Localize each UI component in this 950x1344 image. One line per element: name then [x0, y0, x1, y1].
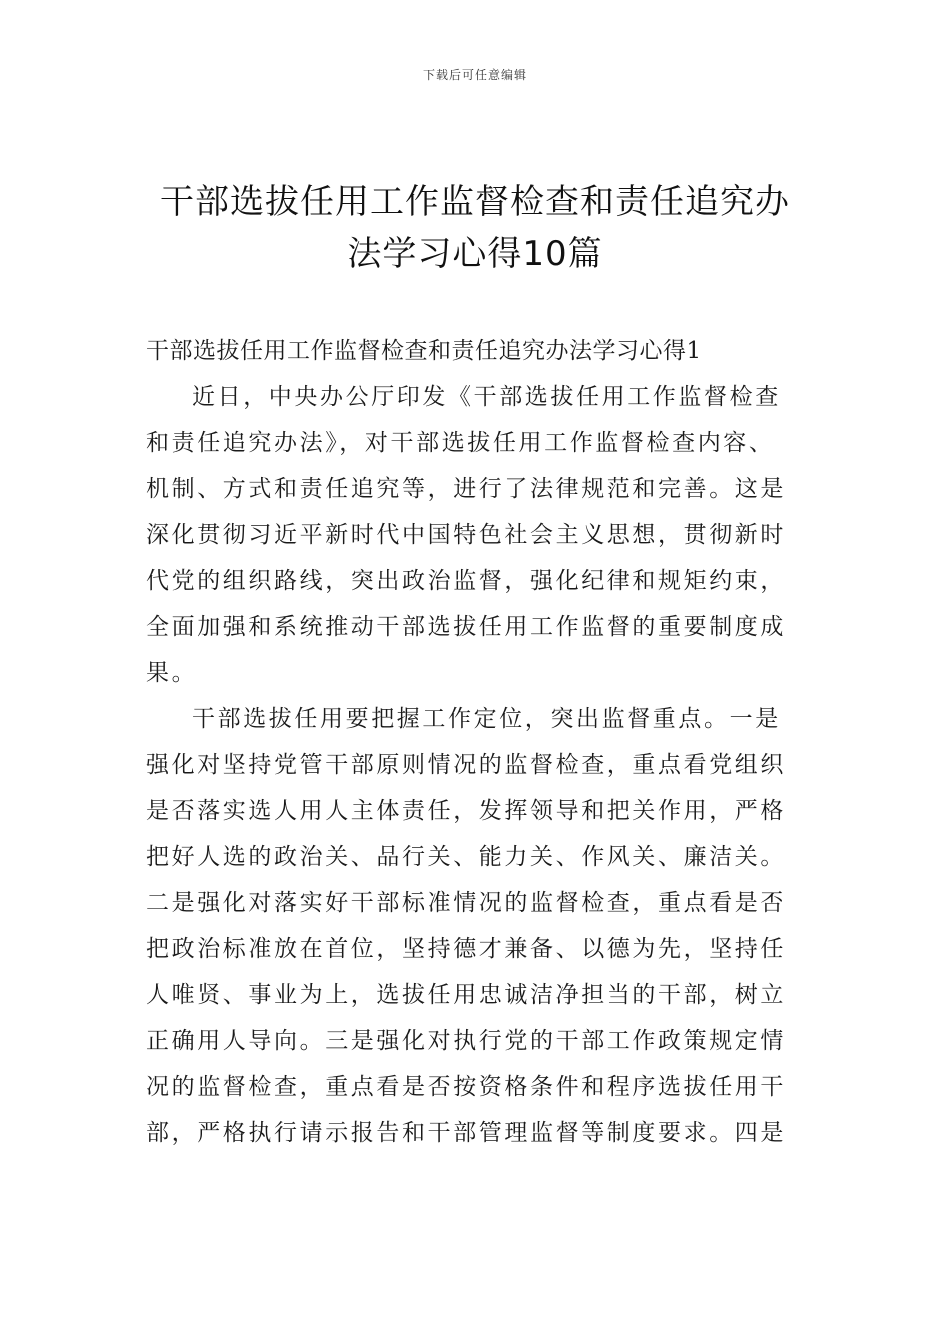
paragraph-line: 近日，中央办公厅印发《干部选拔任用工作监督检查	[192, 384, 781, 410]
paragraph-line: 人唯贤、事业为上，选拔任用忠诚洁净担当的干部，树立	[146, 982, 786, 1008]
paragraph-line: 是否落实选人用人主体责任，发挥领导和把关作用，严格	[146, 798, 786, 824]
paragraph-line: 况的监督检查，重点看是否按资格条件和程序选拔任用干	[146, 1074, 786, 1100]
paragraph-line: 正确用人导向。三是强化对执行党的干部工作政策规定情	[146, 1028, 786, 1054]
header-note: 下载后可任意编辑	[422, 68, 527, 82]
document-title	[110, 176, 840, 280]
section-heading: 干部选拔任用工作监督检查和责任追究办法学习心得1	[146, 338, 702, 364]
paragraph-1	[146, 374, 808, 696]
paragraph-line: 和责任追究办法》，对干部选拔任用工作监督检查内容、	[146, 430, 775, 456]
paragraph-line: 把好人选的政治关、品行关、能力关、作风关、廉洁关。	[146, 844, 786, 870]
paragraph-line: 代党的组织路线，突出政治监督，强化纪律和规矩约束，	[146, 568, 786, 594]
paragraph-line: 把政治标准放在首位，坚持德才兼备、以德为先，坚持任	[146, 936, 786, 962]
title-line-2: 法学习心得10篇	[347, 234, 603, 274]
paragraph-2	[146, 696, 808, 1156]
paragraph-line: 深化贯彻习近平新时代中国特色社会主义思想，贯彻新时	[146, 522, 786, 548]
paragraph-line: 干部选拔任用要把握工作定位，突出监督重点。一是	[192, 706, 781, 732]
paragraph-line: 部，严格执行请示报告和干部管理监督等制度要求。四是	[146, 1120, 786, 1146]
document-body	[146, 328, 808, 1156]
paragraph-line: 果。	[146, 660, 198, 686]
paragraph-line: 强化对坚持党管干部原则情况的监督检查，重点看党组织	[146, 752, 786, 778]
title-line-1: 干部选拔任用工作监督检查和责任追究办	[160, 182, 790, 222]
paragraph-line: 机制、方式和责任追究等，进行了法律规范和完善。这是	[146, 476, 786, 502]
paragraph-line: 全面加强和系统推动干部选拔任用工作监督的重要制度成	[146, 614, 786, 640]
paragraph-line: 二是强化对落实好干部标准情况的监督检查，重点看是否	[146, 890, 786, 916]
